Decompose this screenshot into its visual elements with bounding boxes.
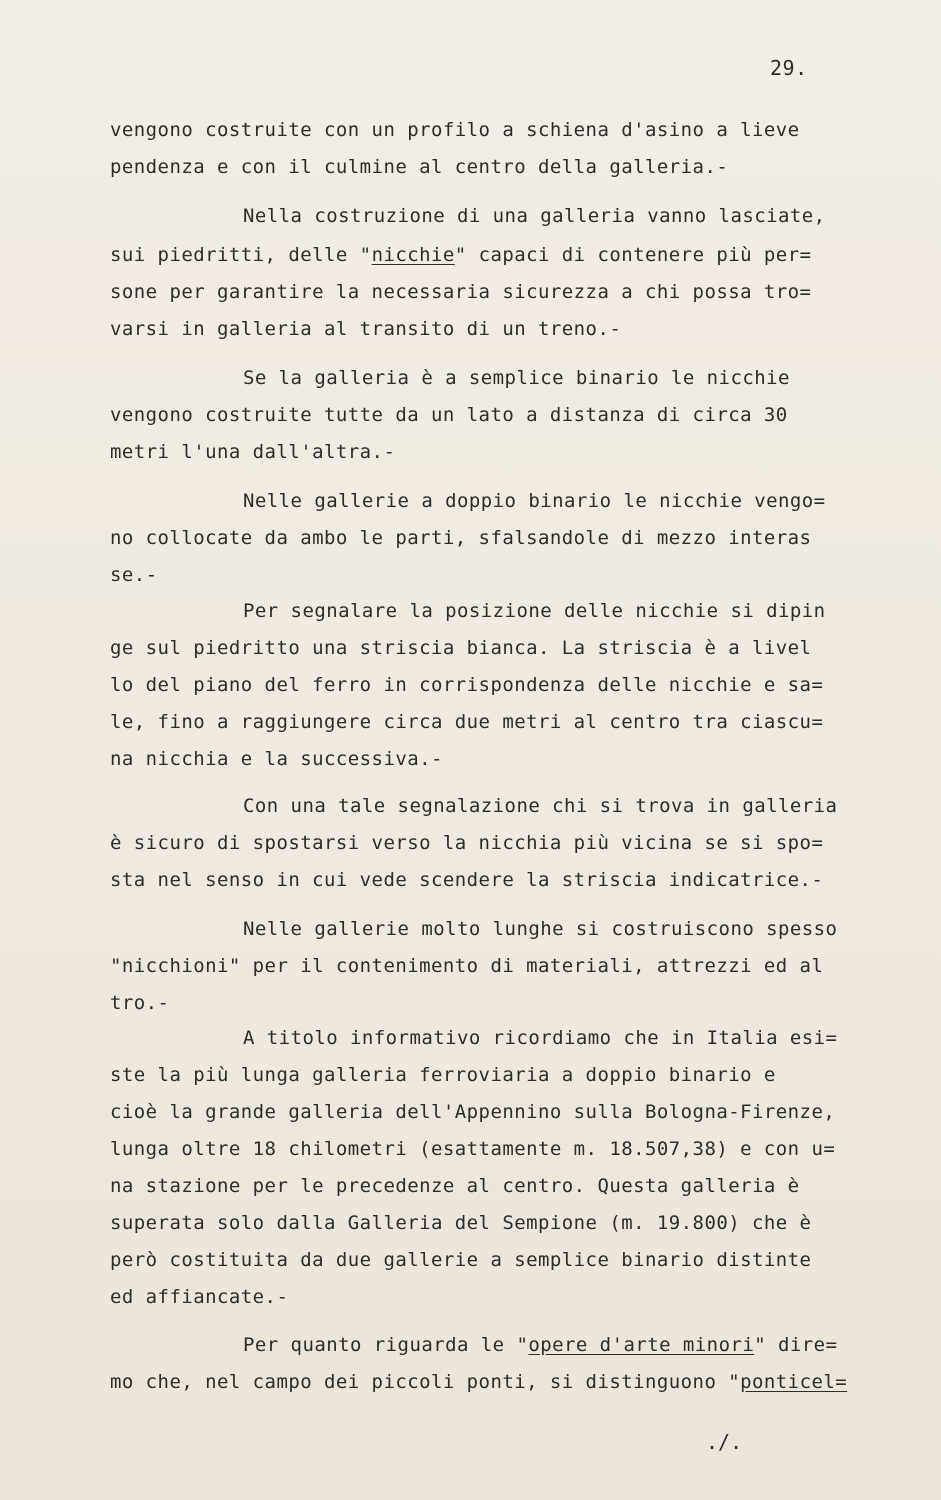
text-line: na stazione per le precedenze al centro. Questa galleria è xyxy=(110,1175,800,1197)
text-line xyxy=(243,1333,837,1357)
text-line: cioè la grande galleria dell'Appennino sulla Bologna-Firenze, xyxy=(110,1101,836,1123)
text-line: lo del piano del ferro in corrispondenza delle nicchie e sa= xyxy=(110,674,824,696)
text-line: ste la più lunga galleria ferroviaria a doppio binario e xyxy=(110,1064,776,1086)
text-segment: " dire= xyxy=(754,1334,838,1356)
text-segment: Per quanto riguarda le " xyxy=(243,1334,529,1356)
text-segment: mo che, nel campo dei piccoli ponti, si distinguono " xyxy=(110,1371,741,1393)
text-line: le, fino a raggiungere circa due metri al centro tra ciascu= xyxy=(110,711,824,733)
text-line: sta nel senso in cui vede scendere la striscia indicatrice.- xyxy=(110,869,824,891)
text-line: Per segnalare la posizione delle nicchie si dipin xyxy=(243,600,826,622)
text-line: lunga oltre 18 chilometri (esattamente m. 18.507,38) e con u= xyxy=(110,1138,836,1160)
text-line: superata solo dalla Galleria del Sempione (m. 19.800) che è xyxy=(110,1212,812,1234)
text-line: Se la galleria è a semplice binario le nicchie xyxy=(243,367,790,389)
text-line: Nelle gallerie a doppio binario le nicchie vengo= xyxy=(243,490,826,512)
text-segment: sui piedritti, delle " xyxy=(110,244,372,266)
text-line: vengono costruite tutte da un lato a distanza di circa 30 xyxy=(110,404,788,426)
underlined-term-opere-arte-minori: opere d'arte minori xyxy=(528,1334,755,1356)
underlined-term-nicchie: nicchie xyxy=(371,244,455,266)
text-line xyxy=(110,1370,847,1394)
text-line: è sicuro di spostarsi verso la nicchia più vicina se si spo= xyxy=(110,832,824,854)
text-line: vengono costruite con un profilo a schiena d'asino a lieve xyxy=(110,119,800,141)
text-line: se.- xyxy=(110,564,158,586)
text-line: però costituita da due gallerie a semplice binario distinte xyxy=(110,1249,812,1271)
continuation-mark: ./. xyxy=(706,1430,743,1454)
text-line: tro.- xyxy=(110,992,170,1014)
underlined-term-ponticelli: ponticel= xyxy=(740,1371,848,1393)
text-line: no collocate da ambo le parti, sfalsandole di mezzo interas xyxy=(110,527,812,549)
text-line: Con una tale segnalazione chi si trova in galleria xyxy=(243,795,838,817)
text-line: pendenza e con il culmine al centro della galleria.- xyxy=(110,156,729,178)
text-line: Nella costruzione di una galleria vanno lasciate, xyxy=(243,205,826,227)
text-line: ed affiancate.- xyxy=(110,1286,289,1308)
text-line: metri l'una dall'altra.- xyxy=(110,441,396,463)
text-line xyxy=(110,243,811,267)
text-segment: " capaci di contenere più per= xyxy=(454,244,812,266)
text-line: "nicchioni" per il contenimento di materiali, attrezzi ed al xyxy=(110,955,824,977)
text-line: ge sul piedritto una striscia bianca. La striscia è a livel xyxy=(110,637,812,659)
page-number: 29. xyxy=(770,56,808,80)
text-line: na nicchia e la successiva.- xyxy=(110,748,443,770)
text-line: sone per garantire la necessaria sicurezza a chi possa tro= xyxy=(110,281,812,303)
text-line: A titolo informativo ricordiamo che in Italia esi= xyxy=(243,1027,838,1049)
text-line: varsi in galleria al transito di un treno.- xyxy=(110,318,622,340)
text-line: Nelle gallerie molto lunghe si costruiscono spesso xyxy=(243,918,838,940)
